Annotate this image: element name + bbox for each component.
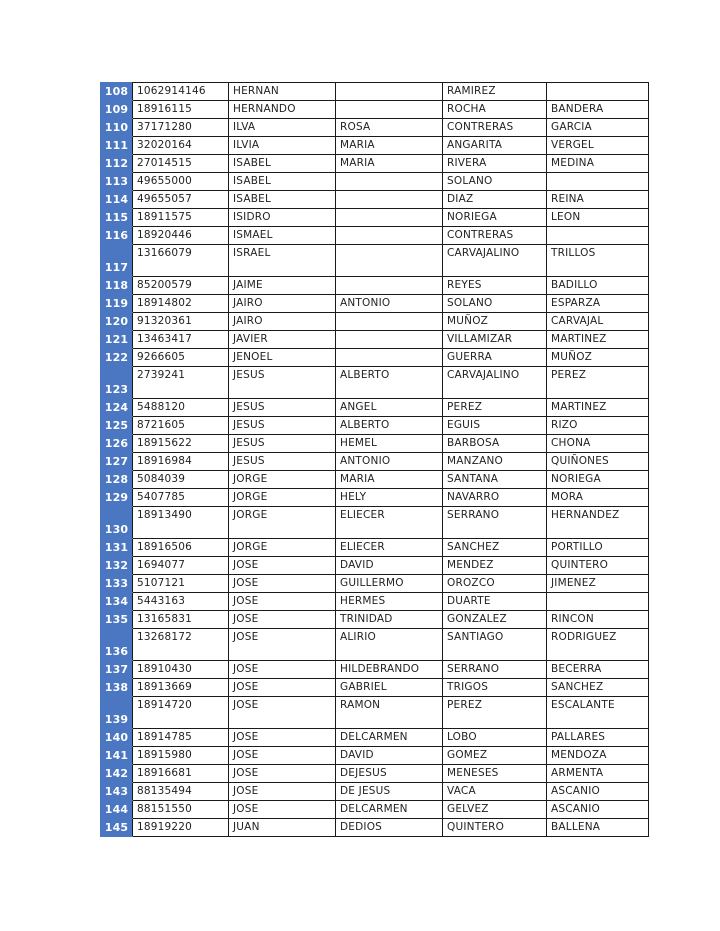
id-number-cell: 18910430 bbox=[133, 661, 229, 679]
first-name-cell: JOSE bbox=[229, 801, 336, 819]
second-surname-cell: LEON bbox=[547, 209, 649, 227]
table-row bbox=[101, 119, 649, 137]
first-name-cell: JOSE bbox=[229, 575, 336, 593]
first-name-cell: JESUS bbox=[229, 453, 336, 471]
row-number: 123 bbox=[101, 367, 133, 399]
first-name-cell: JOSE bbox=[229, 629, 336, 661]
row-number: 112 bbox=[101, 155, 133, 173]
persons-table bbox=[100, 82, 649, 837]
second-name-cell bbox=[336, 331, 443, 349]
first-surname-cell: LOBO bbox=[443, 729, 547, 747]
second-surname-cell: BALLENA bbox=[547, 819, 649, 837]
id-number-cell: 18916681 bbox=[133, 765, 229, 783]
id-number-cell: 1062914146 bbox=[133, 83, 229, 101]
second-name-cell: GUILLERMO bbox=[336, 575, 443, 593]
row-number: 113 bbox=[101, 173, 133, 191]
first-surname-cell: PEREZ bbox=[443, 697, 547, 729]
second-name-cell bbox=[336, 101, 443, 119]
first-surname-cell: SOLANO bbox=[443, 173, 547, 191]
second-surname-cell: MARTINEZ bbox=[547, 399, 649, 417]
second-surname-cell: NORIEGA bbox=[547, 471, 649, 489]
second-surname-cell: BANDERA bbox=[547, 101, 649, 119]
first-name-cell: JOSE bbox=[229, 679, 336, 697]
id-number-cell: 18916984 bbox=[133, 453, 229, 471]
second-name-cell: DE JESUS bbox=[336, 783, 443, 801]
second-surname-cell: MENDOZA bbox=[547, 747, 649, 765]
row-number: 142 bbox=[101, 765, 133, 783]
table-row bbox=[101, 137, 649, 155]
first-surname-cell: VACA bbox=[443, 783, 547, 801]
first-surname-cell: MUÑOZ bbox=[443, 313, 547, 331]
first-name-cell: ISRAEL bbox=[229, 245, 336, 277]
second-name-cell: TRINIDAD bbox=[336, 611, 443, 629]
first-name-cell: ISABEL bbox=[229, 173, 336, 191]
second-name-cell: RAMON bbox=[336, 697, 443, 729]
second-name-cell: ANGEL bbox=[336, 399, 443, 417]
first-surname-cell: NORIEGA bbox=[443, 209, 547, 227]
second-surname-cell: HERNANDEZ bbox=[547, 507, 649, 539]
first-name-cell: JOSE bbox=[229, 611, 336, 629]
id-number-cell: 13463417 bbox=[133, 331, 229, 349]
second-surname-cell: REINA bbox=[547, 191, 649, 209]
id-number-cell: 18915622 bbox=[133, 435, 229, 453]
table-row bbox=[101, 801, 649, 819]
first-name-cell: JORGE bbox=[229, 471, 336, 489]
first-surname-cell: GOMEZ bbox=[443, 747, 547, 765]
table-row bbox=[101, 155, 649, 173]
id-number-cell: 88135494 bbox=[133, 783, 229, 801]
first-surname-cell: TRIGOS bbox=[443, 679, 547, 697]
row-number: 118 bbox=[101, 277, 133, 295]
row-number: 109 bbox=[101, 101, 133, 119]
id-number-cell: 85200579 bbox=[133, 277, 229, 295]
id-number-cell: 27014515 bbox=[133, 155, 229, 173]
table-row bbox=[101, 367, 649, 399]
first-name-cell: JORGE bbox=[229, 507, 336, 539]
second-name-cell bbox=[336, 191, 443, 209]
table-row bbox=[101, 729, 649, 747]
second-surname-cell: QUINTERO bbox=[547, 557, 649, 575]
id-number-cell: 49655000 bbox=[133, 173, 229, 191]
first-name-cell: JOSE bbox=[229, 729, 336, 747]
second-surname-cell: RIZO bbox=[547, 417, 649, 435]
id-number-cell: 8721605 bbox=[133, 417, 229, 435]
second-surname-cell: MUÑOZ bbox=[547, 349, 649, 367]
first-name-cell: JESUS bbox=[229, 399, 336, 417]
first-name-cell: JAIRO bbox=[229, 313, 336, 331]
id-number-cell: 18920446 bbox=[133, 227, 229, 245]
table-row bbox=[101, 277, 649, 295]
first-surname-cell: GONZALEZ bbox=[443, 611, 547, 629]
table-row bbox=[101, 575, 649, 593]
first-name-cell: JORGE bbox=[229, 489, 336, 507]
id-number-cell: 32020164 bbox=[133, 137, 229, 155]
second-name-cell: DAVID bbox=[336, 747, 443, 765]
first-surname-cell: GELVEZ bbox=[443, 801, 547, 819]
second-surname-cell: PORTILLO bbox=[547, 539, 649, 557]
row-number: 125 bbox=[101, 417, 133, 435]
id-number-cell: 18914720 bbox=[133, 697, 229, 729]
row-number: 139 bbox=[101, 697, 133, 729]
table-row bbox=[101, 593, 649, 611]
first-name-cell: JOSE bbox=[229, 661, 336, 679]
id-number-cell: 5443163 bbox=[133, 593, 229, 611]
id-number-cell: 18913669 bbox=[133, 679, 229, 697]
id-number-cell: 18911575 bbox=[133, 209, 229, 227]
first-name-cell: JAIRO bbox=[229, 295, 336, 313]
table-row bbox=[101, 471, 649, 489]
id-number-cell: 88151550 bbox=[133, 801, 229, 819]
second-surname-cell: VERGEL bbox=[547, 137, 649, 155]
first-surname-cell: DIAZ bbox=[443, 191, 547, 209]
table-row bbox=[101, 489, 649, 507]
table-row bbox=[101, 349, 649, 367]
second-name-cell: DELCARMEN bbox=[336, 729, 443, 747]
row-number: 111 bbox=[101, 137, 133, 155]
first-surname-cell: SERRANO bbox=[443, 507, 547, 539]
first-name-cell: JESUS bbox=[229, 435, 336, 453]
table-row bbox=[101, 783, 649, 801]
row-number: 137 bbox=[101, 661, 133, 679]
id-number-cell: 13165831 bbox=[133, 611, 229, 629]
id-number-cell: 13268172 bbox=[133, 629, 229, 661]
table-row bbox=[101, 453, 649, 471]
row-number: 124 bbox=[101, 399, 133, 417]
second-surname-cell: MARTINEZ bbox=[547, 331, 649, 349]
row-number: 119 bbox=[101, 295, 133, 313]
first-surname-cell: OROZCO bbox=[443, 575, 547, 593]
table-row bbox=[101, 191, 649, 209]
row-number: 133 bbox=[101, 575, 133, 593]
row-number: 138 bbox=[101, 679, 133, 697]
first-name-cell: JOSE bbox=[229, 747, 336, 765]
second-surname-cell bbox=[547, 227, 649, 245]
second-name-cell bbox=[336, 227, 443, 245]
second-surname-cell: TRILLOS bbox=[547, 245, 649, 277]
id-number-cell: 91320361 bbox=[133, 313, 229, 331]
first-name-cell: ILVA bbox=[229, 119, 336, 137]
second-surname-cell bbox=[547, 173, 649, 191]
second-surname-cell: RINCON bbox=[547, 611, 649, 629]
first-surname-cell: CONTRERAS bbox=[443, 119, 547, 137]
first-name-cell: HERNANDO bbox=[229, 101, 336, 119]
second-surname-cell: PEREZ bbox=[547, 367, 649, 399]
first-surname-cell: RIVERA bbox=[443, 155, 547, 173]
first-surname-cell: SANTANA bbox=[443, 471, 547, 489]
second-name-cell: GABRIEL bbox=[336, 679, 443, 697]
table-row bbox=[101, 227, 649, 245]
id-number-cell: 49655057 bbox=[133, 191, 229, 209]
second-surname-cell: RODRIGUEZ bbox=[547, 629, 649, 661]
row-number: 120 bbox=[101, 313, 133, 331]
row-number: 128 bbox=[101, 471, 133, 489]
second-name-cell: DEDIOS bbox=[336, 819, 443, 837]
second-surname-cell: ASCANIO bbox=[547, 783, 649, 801]
id-number-cell: 2739241 bbox=[133, 367, 229, 399]
second-surname-cell: JIMENEZ bbox=[547, 575, 649, 593]
document-page bbox=[100, 82, 648, 837]
id-number-cell: 37171280 bbox=[133, 119, 229, 137]
second-name-cell: DAVID bbox=[336, 557, 443, 575]
first-name-cell: HERNAN bbox=[229, 83, 336, 101]
first-name-cell: JAVIER bbox=[229, 331, 336, 349]
first-name-cell: ILVIA bbox=[229, 137, 336, 155]
second-name-cell: ELIECER bbox=[336, 539, 443, 557]
second-name-cell bbox=[336, 83, 443, 101]
id-number-cell: 9266605 bbox=[133, 349, 229, 367]
first-surname-cell: ROCHA bbox=[443, 101, 547, 119]
first-surname-cell: PEREZ bbox=[443, 399, 547, 417]
second-name-cell bbox=[336, 173, 443, 191]
first-name-cell: JESUS bbox=[229, 417, 336, 435]
row-number: 108 bbox=[101, 83, 133, 101]
table-row bbox=[101, 539, 649, 557]
id-number-cell: 18914785 bbox=[133, 729, 229, 747]
table-row bbox=[101, 173, 649, 191]
first-surname-cell: CARVAJALINO bbox=[443, 367, 547, 399]
first-surname-cell: ANGARITA bbox=[443, 137, 547, 155]
first-name-cell: JOSE bbox=[229, 697, 336, 729]
first-name-cell: JOSE bbox=[229, 783, 336, 801]
row-number: 140 bbox=[101, 729, 133, 747]
first-surname-cell: RAMIREZ bbox=[443, 83, 547, 101]
table-row bbox=[101, 819, 649, 837]
table-row bbox=[101, 765, 649, 783]
first-name-cell: ISIDRO bbox=[229, 209, 336, 227]
second-name-cell: ELIECER bbox=[336, 507, 443, 539]
second-name-cell bbox=[336, 245, 443, 277]
second-name-cell: DELCARMEN bbox=[336, 801, 443, 819]
table-row bbox=[101, 747, 649, 765]
table-row bbox=[101, 245, 649, 277]
row-number: 136 bbox=[101, 629, 133, 661]
table-row bbox=[101, 661, 649, 679]
second-name-cell: ANTONIO bbox=[336, 295, 443, 313]
second-surname-cell: ESCALANTE bbox=[547, 697, 649, 729]
second-name-cell bbox=[336, 349, 443, 367]
id-number-cell: 18914802 bbox=[133, 295, 229, 313]
first-surname-cell: QUINTERO bbox=[443, 819, 547, 837]
second-name-cell: ALIRIO bbox=[336, 629, 443, 661]
second-name-cell: DEJESUS bbox=[336, 765, 443, 783]
table-row bbox=[101, 507, 649, 539]
first-name-cell: ISABEL bbox=[229, 155, 336, 173]
second-name-cell: ROSA bbox=[336, 119, 443, 137]
id-number-cell: 18916506 bbox=[133, 539, 229, 557]
second-name-cell: HEMEL bbox=[336, 435, 443, 453]
row-number: 110 bbox=[101, 119, 133, 137]
second-surname-cell: CHONA bbox=[547, 435, 649, 453]
table-row bbox=[101, 557, 649, 575]
id-number-cell: 1694077 bbox=[133, 557, 229, 575]
first-name-cell: JUAN bbox=[229, 819, 336, 837]
id-number-cell: 18919220 bbox=[133, 819, 229, 837]
second-name-cell bbox=[336, 313, 443, 331]
second-surname-cell: SANCHEZ bbox=[547, 679, 649, 697]
row-number: 129 bbox=[101, 489, 133, 507]
id-number-cell: 5084039 bbox=[133, 471, 229, 489]
first-name-cell: JORGE bbox=[229, 539, 336, 557]
first-surname-cell: VILLAMIZAR bbox=[443, 331, 547, 349]
second-name-cell: HILDEBRANDO bbox=[336, 661, 443, 679]
table-body bbox=[101, 83, 649, 837]
second-name-cell: MARIA bbox=[336, 137, 443, 155]
row-number: 127 bbox=[101, 453, 133, 471]
first-name-cell: JOSE bbox=[229, 765, 336, 783]
id-number-cell: 18915980 bbox=[133, 747, 229, 765]
second-surname-cell: MEDINA bbox=[547, 155, 649, 173]
row-number: 144 bbox=[101, 801, 133, 819]
row-number: 114 bbox=[101, 191, 133, 209]
first-name-cell: JOSE bbox=[229, 593, 336, 611]
second-name-cell: MARIA bbox=[336, 471, 443, 489]
second-surname-cell: ASCANIO bbox=[547, 801, 649, 819]
row-number: 135 bbox=[101, 611, 133, 629]
second-surname-cell bbox=[547, 83, 649, 101]
second-surname-cell: QUIÑONES bbox=[547, 453, 649, 471]
table-row bbox=[101, 313, 649, 331]
table-row bbox=[101, 697, 649, 729]
first-surname-cell: EGUIS bbox=[443, 417, 547, 435]
id-number-cell: 13166079 bbox=[133, 245, 229, 277]
first-name-cell: JESUS bbox=[229, 367, 336, 399]
row-number: 132 bbox=[101, 557, 133, 575]
first-surname-cell: DUARTE bbox=[443, 593, 547, 611]
first-surname-cell: BARBOSA bbox=[443, 435, 547, 453]
second-name-cell: HERMES bbox=[336, 593, 443, 611]
row-number: 115 bbox=[101, 209, 133, 227]
first-name-cell: JOSE bbox=[229, 557, 336, 575]
second-surname-cell: BECERRA bbox=[547, 661, 649, 679]
second-name-cell: ALBERTO bbox=[336, 417, 443, 435]
second-name-cell bbox=[336, 209, 443, 227]
id-number-cell: 5407785 bbox=[133, 489, 229, 507]
table-row bbox=[101, 209, 649, 227]
second-name-cell: ANTONIO bbox=[336, 453, 443, 471]
second-surname-cell: PALLARES bbox=[547, 729, 649, 747]
first-name-cell: ISMAEL bbox=[229, 227, 336, 245]
first-name-cell: JENOEL bbox=[229, 349, 336, 367]
second-surname-cell bbox=[547, 593, 649, 611]
row-number: 117 bbox=[101, 245, 133, 277]
table-row bbox=[101, 679, 649, 697]
row-number: 134 bbox=[101, 593, 133, 611]
table-row bbox=[101, 399, 649, 417]
table-row bbox=[101, 101, 649, 119]
first-surname-cell: MENDEZ bbox=[443, 557, 547, 575]
row-number: 116 bbox=[101, 227, 133, 245]
id-number-cell: 18913490 bbox=[133, 507, 229, 539]
id-number-cell: 18916115 bbox=[133, 101, 229, 119]
second-name-cell: MARIA bbox=[336, 155, 443, 173]
first-surname-cell: NAVARRO bbox=[443, 489, 547, 507]
row-number: 141 bbox=[101, 747, 133, 765]
second-surname-cell: ARMENTA bbox=[547, 765, 649, 783]
second-name-cell: HELY bbox=[336, 489, 443, 507]
id-number-cell: 5488120 bbox=[133, 399, 229, 417]
row-number: 126 bbox=[101, 435, 133, 453]
first-surname-cell: SANCHEZ bbox=[443, 539, 547, 557]
row-number: 121 bbox=[101, 331, 133, 349]
first-surname-cell: SOLANO bbox=[443, 295, 547, 313]
first-surname-cell: REYES bbox=[443, 277, 547, 295]
first-surname-cell: SERRANO bbox=[443, 661, 547, 679]
first-name-cell: JAIME bbox=[229, 277, 336, 295]
table-row bbox=[101, 435, 649, 453]
first-surname-cell: GUERRA bbox=[443, 349, 547, 367]
first-surname-cell: MANZANO bbox=[443, 453, 547, 471]
row-number: 143 bbox=[101, 783, 133, 801]
first-surname-cell: MENESES bbox=[443, 765, 547, 783]
second-surname-cell: ESPARZA bbox=[547, 295, 649, 313]
second-surname-cell: MORA bbox=[547, 489, 649, 507]
first-surname-cell: CONTRERAS bbox=[443, 227, 547, 245]
second-name-cell bbox=[336, 277, 443, 295]
row-number: 145 bbox=[101, 819, 133, 837]
second-name-cell: ALBERTO bbox=[336, 367, 443, 399]
second-surname-cell: GARCIA bbox=[547, 119, 649, 137]
table-row bbox=[101, 331, 649, 349]
row-number: 130 bbox=[101, 507, 133, 539]
table-row bbox=[101, 611, 649, 629]
first-surname-cell: SANTIAGO bbox=[443, 629, 547, 661]
id-number-cell: 5107121 bbox=[133, 575, 229, 593]
table-row bbox=[101, 295, 649, 313]
first-name-cell: ISABEL bbox=[229, 191, 336, 209]
row-number: 131 bbox=[101, 539, 133, 557]
table-row bbox=[101, 417, 649, 435]
table-row bbox=[101, 629, 649, 661]
second-surname-cell: CARVAJAL bbox=[547, 313, 649, 331]
row-number: 122 bbox=[101, 349, 133, 367]
second-surname-cell: BADILLO bbox=[547, 277, 649, 295]
table-row bbox=[101, 83, 649, 101]
first-surname-cell: CARVAJALINO bbox=[443, 245, 547, 277]
